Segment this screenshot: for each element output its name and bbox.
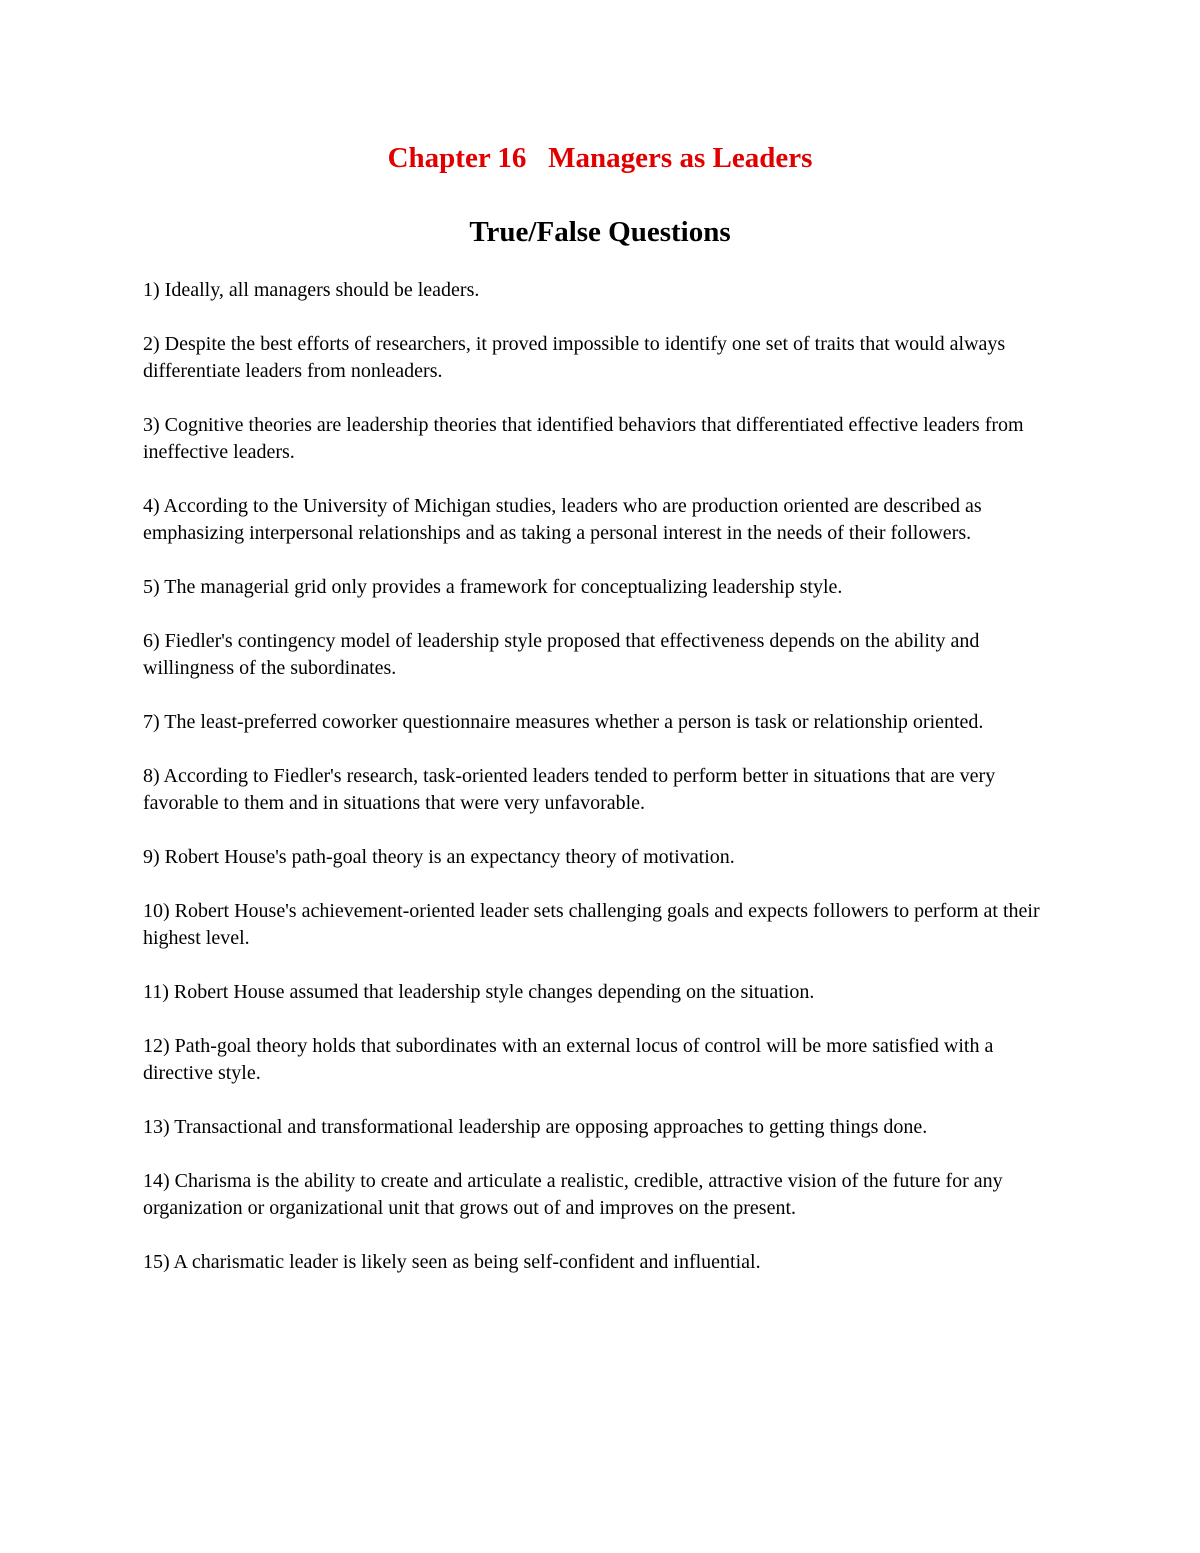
question-item: 6) Fiedler's contingency model of leadership style proposed that effectiveness depends on the ability and willingness of the subordinates. — [143, 630, 980, 679]
question-item: 3) Cognitive theories are leadership theories that identified behaviors that differentiated effective leaders from ineffective leaders. — [143, 414, 1024, 463]
question-item: 4) According to the University of Michigan studies, leaders who are production oriented are described as emphasizing interpersonal relationships and as taking a personal interest in the needs of their followers. — [143, 495, 982, 544]
question-item: 2) Despite the best efforts of researchers, it proved impossible to identify one set of traits that would always differentiate leaders from nonleaders. — [143, 333, 1006, 382]
question-item: 14) Charisma is the ability to create and articulate a realistic, credible, attractive vision of the future for any organization or organizational unit that grows out of and improves on the present. — [143, 1170, 1003, 1219]
question-item: 7) The least-preferred coworker questionnaire measures whether a person is task or relationship oriented. — [143, 711, 984, 733]
question-item: 8) According to Fiedler's research, task-oriented leaders tended to perform better in situations that are very favorable to them and in situations that were very unfavorable. — [143, 765, 996, 814]
question-item: 12) Path-goal theory holds that subordinates with an external locus of control will be more satisfied with a directive style. — [143, 1035, 994, 1084]
question-item: 10) Robert House's achievement-oriented leader sets challenging goals and expects followers to perform at their highest level. — [143, 900, 1040, 949]
chapter-title: Chapter 16 Managers as Leaders — [387, 142, 813, 174]
question-item: 5) The managerial grid only provides a framework for conceptualizing leadership style. — [143, 576, 843, 598]
question-item: 15) A charismatic leader is likely seen as being self-confident and influential. — [143, 1251, 761, 1273]
question-item: 9) Robert House's path-goal theory is an expectancy theory of motivation. — [143, 846, 735, 868]
question-item: 11) Robert House assumed that leadership style changes depending on the situation. — [143, 981, 815, 1003]
question-item: 13) Transactional and transformational leadership are opposing approaches to getting things done. — [143, 1116, 928, 1138]
section-title: True/False Questions — [469, 216, 731, 248]
question-list — [143, 277, 1068, 1303]
question-item: 1) Ideally, all managers should be leaders. — [143, 279, 480, 301]
